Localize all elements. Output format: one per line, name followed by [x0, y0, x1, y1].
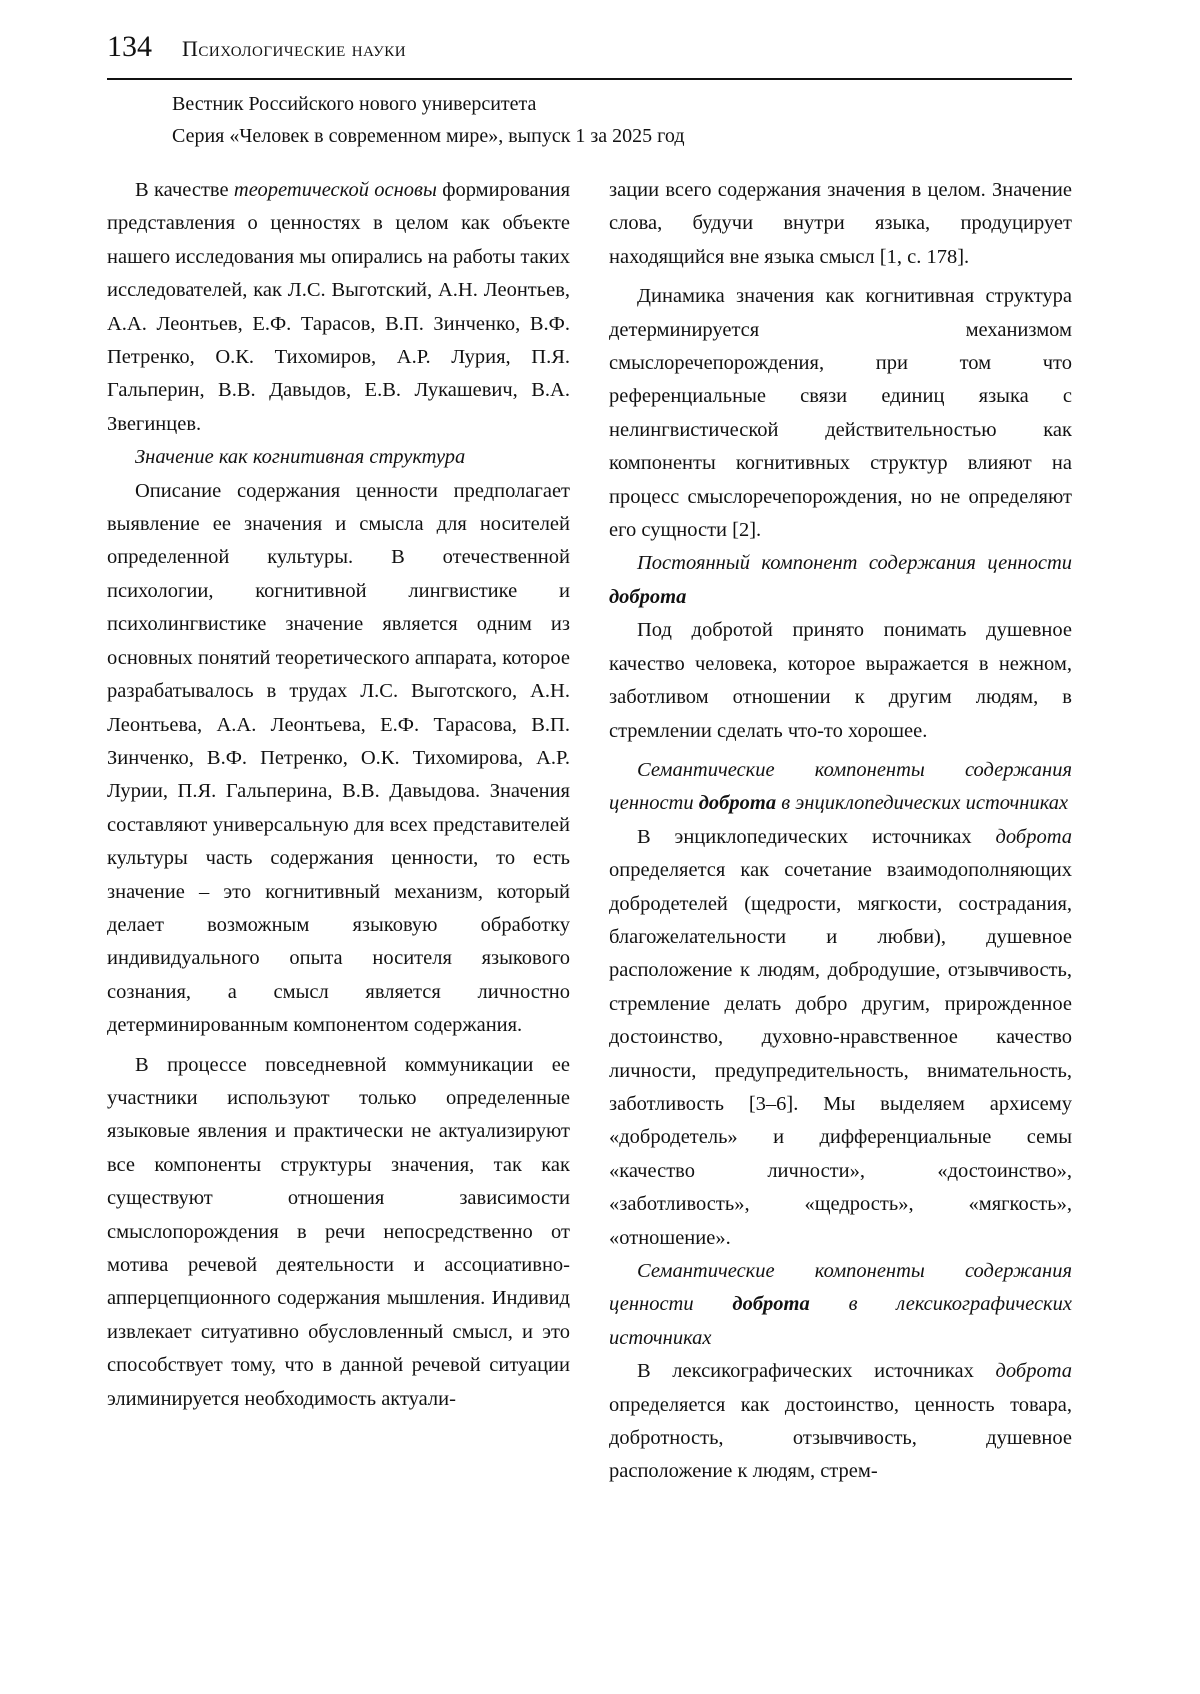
paragraph: Описание содержания ценности предполагает выявление ее значения и смысла для носителей определенной культуры. В отечественной психологии, когнитивной лингвистике и психолингвистике значение является одним из основных понятий теоретического аппарата, которое разрабатывалось в трудах Л.С. Выготского, А.Н. Леонтьева, А.А. Леонтьева, Е.Ф. Тарасова, В.П. Зинченко, В.Ф. Петренко, О.К. Тихомирова, А.Р. Лурии, П.Я. Гальперина, В.В. Давыдова. Значения составляют универсальную для всех представителей культуры часть содержания ценности, то есть значение – это когнитивный механизм, который делает возможным языковую обработку индивидуального опыта носителя языкового сознания, а смысл является личностно детерминированным компонентом содержания.: [107, 479, 570, 1037]
paragraph: В лексикографических источниках доброта определяется как достоинство, ценность товара, добротность, отзывчивость, душевное расположение к людям, стрем-: [609, 1360, 1072, 1483]
left-column: [107, 174, 570, 1416]
paragraph: Под добротой принято понимать душевное качество человека, которое выражается в нежном, заботливом отношении к другим людям, в стремлении сделать что-то хорошее.: [609, 619, 1072, 742]
right-column: [609, 174, 1072, 1489]
section-heading: Значение как когнитивная структура: [135, 446, 466, 469]
running-head: [107, 30, 1072, 80]
paragraph: В процессе повседневной коммуникации ее участники используют только определенные языковые явления и практически не актуализируют все компоненты структуры значения, так как существуют отношения зависимости смыслопорождения в речи непосредственно от мотива речевой деятельности и ассоциативно-апперцепционного содержания мышления. Индивид извлекает ситуативно обусловленный смысл, и это способствует тому, что в данной речевой ситуации элиминируется необходимость актуали-: [107, 1053, 570, 1410]
journal-info: [172, 88, 685, 152]
journal-title: Вестник Российского нового университета: [172, 93, 537, 115]
section-heading: Семантические компоненты содержания ценности доброта в лексикографических источниках: [609, 1260, 1072, 1349]
paragraph: В энциклопедических источниках доброта определяется как сочетание взаимодополняющих добродетелей (щедрости, мягкости, сострадания, благожелательности и любви), душевное расположение к людям, добродушие, отзывчивость, стремление делать добро другим, прирожденное достоинство, духовно-нравственное качество личности, предупредительность, внимательность, заботливость [3–6]. Мы выделяем архисему «добродетель» и дифференциальные семы «качество личности», «достоинство», «заботливость», «щедрость», «мягкость», «отношение».: [609, 825, 1072, 1249]
section-name: Психологические науки: [182, 36, 407, 61]
journal-series: Серия «Человек в современном мире», выпуск 1 за 2025 год: [172, 125, 685, 147]
paragraph: Динамика значения как когнитивная структура детерминируется механизмом смыслоречепорождения, при том что референциальные связи единиц языка с нелингвистической действительностью как компоненты когнитивных структур влияют на процесс смыслоречепорождения, но не определяют его сущности [2].: [609, 285, 1072, 542]
paragraph: зации всего содержания значения в целом. Значение слова, будучи внутри языка, продуцирует находящийся вне языка смысл [1, с. 178].: [609, 179, 1072, 268]
page-number: 134: [107, 30, 152, 63]
paragraph: В качестве теоретической основы формирования представления о ценностях в целом как объекте нашего исследования мы опирались на работы таких исследователей, как Л.С. Выготский, А.Н. Леонтьев, А.А. Леонтьев, Е.Ф. Тарасов, В.П. Зинченко, В.Ф. Петренко, О.К. Тихомиров, А.Р. Лурия, П.Я. Гальперин, В.В. Давыдов, Е.В. Лукашевич, В.А. Звегинцев.: [107, 179, 570, 435]
section-heading: Постоянный компонент содержания ценности доброта: [609, 552, 1072, 608]
section-heading: Семантические компоненты содержания ценности доброта в энциклопедических источниках: [609, 758, 1072, 815]
